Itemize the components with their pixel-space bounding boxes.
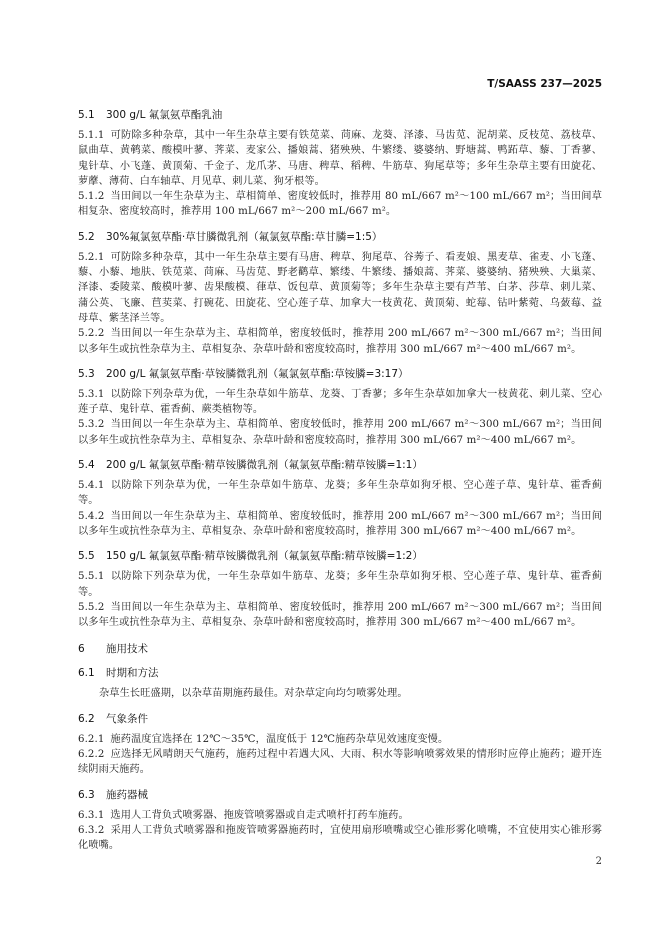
clause-5-2-2 [78,326,602,357]
section-number: 6.1 [78,667,95,680]
clause-number: 5.4.2 [78,510,105,522]
clause-5-4-2 [78,509,602,540]
clause-text: 当田间以一年生杂草为主、草相简单、密度较低时，推荐用 200 mL/667 m²～300 mL/667 m²；当田间以多年生或抗性杂草为主、草相复杂、杂草叶龄和密度较高时，推荐用 300 mL/667 m²～400 mL/667 m²。 [78,601,602,629]
clause-5-1-2 [78,189,602,220]
section-heading-5-1 [78,108,602,122]
clause-6-3-2 [78,823,602,854]
clause-text: 可防除多种杂草，其中一年生杂草主要有马唐、稗草、狗尾草、谷莠子、看麦娘、黑麦草、雀麦、小飞蓬、藜、小藜、地肤、铁苋菜、苘麻、马齿苋、野老鹳草、繁缕、牛繁缕、播娘蒿、荠菜、婆婆纳、猪殃殃、大巢菜、泽漆、委陵菜、酸模叶蓼、齿果酸模、葎草、饭包草、黄顶菊等；多年生杂草主要有芦苇、白茅、莎草、刺儿菜、蒲公英、飞廉、苣荬菜、打碗花、田旋花、空心莲子草、加拿大一枝黄花、黄顶菊、蛇莓、钻叶紫菀、乌蔹莓、益母草、紫茎泽兰等。 [78,251,602,324]
section-title: 200 g/L 氟氯氨草酯·精草铵膦微乳剂（氟氯氨草酯:精草铵膦=1:1） [106,459,423,472]
chapter-title: 施用技术 [106,643,148,656]
clause-5-3-1 [78,387,602,418]
clause-number: 5.5.2 [78,601,105,613]
clause-6-2-2 [78,747,602,778]
section-number: 5.2 [78,230,95,243]
section-number: 5.5 [78,550,95,563]
clause-6-3-1 [78,808,602,823]
section-heading-6-1 [78,666,602,680]
section-heading-6-3 [78,788,602,802]
section-number: 5.1 [78,109,95,121]
clause-number: 5.3.1 [78,388,105,400]
standard-code: T/SAASS 237—2025 [487,78,602,90]
chapter-heading-6 [78,642,602,656]
section-title: 时期和方法 [106,667,159,680]
clause-text: 采用人工背负式喷雾器和拖废管喷雾器施药时，宜使用扇形喷嘴或空心锥形雾化喷嘴，不宜使用实心锥形雾化喷嘴。 [78,824,602,852]
section-number: 5.3 [78,367,95,380]
page-content [78,104,602,854]
clause-5-5-2 [78,600,602,631]
section-heading-5-3 [78,367,602,381]
clause-text: 当田间以一年生杂草为主、草相简单、密度较低时，推荐用 80 mL/667 m²～100 mL/667 m²；当田间草相复杂、密度较高时，推荐用 100 mL/667 m²～200 mL/667 m²。 [78,191,602,218]
section-heading-6-2 [78,712,602,726]
section-heading-5-5 [78,549,602,563]
section-title: 300 g/L 氟氯氨草酯乳油 [106,109,223,121]
chapter-number: 6 [78,643,85,656]
clause-number: 5.4.1 [78,480,105,492]
clause-text: 以防除下列杂草为优，一年生杂草如牛筋草、龙葵；多年生杂草如狗牙根、空心莲子草、鬼针草、霍香蓟等。 [78,571,602,598]
section-title: 200 g/L 氟氯氨草酯·草铵膦微乳剂（氟氯氨草酯:草铵膦=3:17） [106,367,409,380]
clause-number: 5.2.1 [78,251,105,263]
clause-number: 6.2.1 [78,733,105,745]
section-heading-5-4 [78,458,602,472]
clause-text: 当田间以一年生杂草为主、草相简单、密度较低时，推荐用 200 mL/667 m²～300 mL/667 m²；当田间以多年生或抗性杂草为主、草相复杂、杂草叶龄和密度较高时，推荐用 300 mL/667 m²～400 mL/667 m²。 [78,419,602,446]
section-number: 6.2 [78,712,95,725]
section-title: 30%氟氯氨草酯·草甘膦微乳剂（氟氯氨草酯:草甘膦=1:5） [106,230,383,243]
clause-number: 6.2.2 [78,749,105,761]
clause-text: 可防除多种杂草，其中一年生杂草主要有铁苋菜、苘麻、龙葵、泽漆、马齿苋、泥胡菜、反枝苋、荔枝草、鼠曲草、黄鹌菜、酸模叶蓼、荠菜、麦家公、播娘蒿、猪殃殃、牛繁缕、婆婆纳、野塘蒿、鸭跖草、藜、丁香蓼、鬼针草、小飞蓬、黄顶菊、千金子、龙爪茅、马唐、稗草、稻稗、牛筋草、狗尾草等；多年生杂草主要有田旋花、萝藦、薄荷、白车轴草、月见草、刺儿菜、狗牙根等。 [78,130,602,187]
clause-text: 选用人工背负式喷雾器、拖废管喷雾器或自走式喷杆打药车施药。 [110,809,409,821]
section-title: 150 g/L 氟氯氨草酯·精草铵膦微乳剂（氟氯氨草酯:精草铵膦=1:2） [106,550,423,563]
clause-text: 应选择无风晴朗天气施药，施药过程中若遇大风、大雨、积水等影响喷雾效果的情形时应停止施药；避开连续阴雨天施药。 [78,749,602,776]
clause-number: 6.3.1 [78,809,105,821]
clause-number: 5.1.1 [78,130,105,141]
section-title: 施药器械 [106,788,148,801]
clause-text: 以防除下列杂草为优，一年生杂草如牛筋草、龙葵；多年生杂草如狗牙根、空心莲子草、鬼针草、霍香蓟等。 [78,480,602,507]
section-number: 5.4 [78,459,95,472]
section-number: 6.3 [78,788,95,801]
clause-5-3-2 [78,417,602,448]
clause-text: 当田间以一年生杂草为主、草相简单，密度较低时，推荐用 200 mL/667 m²～300 mL/667 m²；当田间以多年生或抗性杂草为主、草相复杂、杂草叶龄和密度较高时，推荐用 300 mL/667 m²～400 mL/667 m²。 [78,328,602,355]
section-title: 气象条件 [106,712,148,725]
section-heading-5-2 [78,230,602,244]
section-6-1-text: 杂草生长旺盛期，以杂草苗期施药最佳。对杂草定向均匀喷雾处理。 [99,688,408,700]
clause-6-2-1 [78,732,602,747]
clause-number: 6.3.2 [78,824,105,836]
clause-number: 5.3.2 [78,419,105,431]
clause-number: 5.2.2 [78,328,105,340]
clause-text: 当田间以一年生杂草为主、草相简单、密度较低时，推荐用 200 mL/667 m²～300 mL/667 m²；当田间以多年生或抗性杂草为主、草相复杂、杂草叶龄和密度较高时，推荐用 300 mL/667 m²～400 mL/667 m²。 [78,510,602,537]
page-number: 2 [595,856,602,867]
clause-number: 5.1.2 [78,191,105,203]
clause-number: 5.5.1 [78,571,105,583]
clause-text: 施药温度宜选择在 12℃～35℃，温度低于 12℃施药杂草见效速度变慢。 [110,733,449,745]
clause-5-4-1 [78,478,602,509]
clause-text: 以防除下列杂草为优，一年生杂草如牛筋草、龙葵、丁香蓼；多年生杂草如加拿大一枝黄花、刺儿菜、空心莲子草、鬼针草、霍香蓟、蕨类植物等。 [78,388,602,416]
clause-5-2-1 [78,250,602,326]
clause-5-5-1 [78,569,602,600]
clause-5-1-1 [78,128,602,189]
